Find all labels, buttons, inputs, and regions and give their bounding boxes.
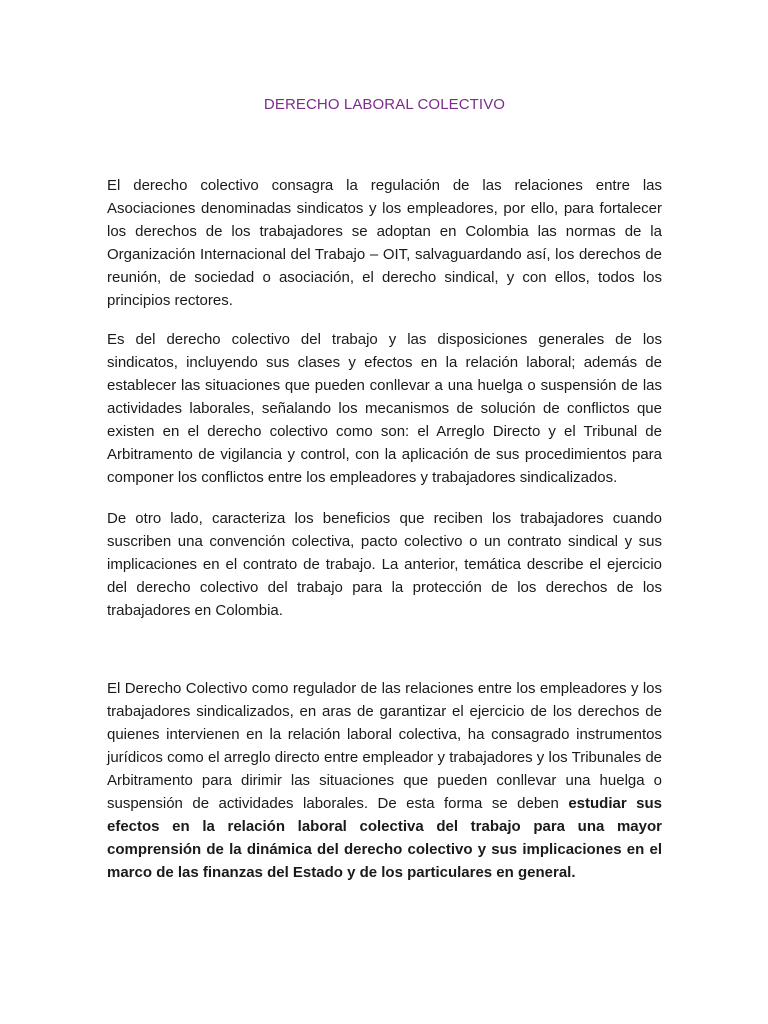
paragraph-2: Es del derecho colectivo del trabajo y las disposiciones generales de los sindicatos, incluyendo sus clases y efectos en la relación laboral; además de establecer las situaciones que pueden conllevar a una huelga o suspensión de las actividades laborales, señalando los mecanismos de solución de conflictos que existen en el derecho colectivo como son: el Arreglo Directo y el Tribunal de Arbitramento de vigilancia y control, con la aplicación de sus procedimientos para componer los conflictos entre los empleadores y trabajadores sindicalizados. (107, 331, 662, 486)
paragraph-4 (107, 677, 662, 884)
paragraph-3: De otro lado, caracteriza los beneficios que reciben los trabajadores cuando suscriben una convención colectiva, pacto colectivo o un contrato sindical y sus implicaciones en el contrato de trabajo. La anterior, temática describe el ejercicio del derecho colectivo del trabajo para la protección de los derechos de los trabajadores en Colombia. (107, 510, 662, 619)
paragraph-4-regular-text: El Derecho Colectivo como regulador de las relaciones entre los empleadores y los trabajadores sindicalizados, en aras de garantizar el ejercicio de los derechos de quienes intervienen en la relación laboral colectiva, ha consagrado instrumentos jurídicos como el arreglo directo entre empleador y trabajadores y los Tribunales de Arbitramento para dirimir las situaciones que pueden conllevar una huelga o suspensión de actividades laborales. De esta forma se deben (107, 680, 662, 812)
paragraph-1: El derecho colectivo consagra la regulación de las relaciones entre las Asociaciones denominadas sindicatos y los empleadores, por ello, para fortalecer los derechos de los trabajadores se adoptan en Colombia las normas de la Organización Internacional del Trabajo – OIT, salvaguardando así, los derechos de reunión, de sociedad o asociación, el derecho sindical, y con ellos, todos los principios rectores. (107, 177, 662, 309)
document-title: DERECHO LABORAL COLECTIVO (263, 96, 506, 113)
paragraph-4-bold-text: estudiar sus efectos en la relación laboral colectiva del trabajo para una mayor comprensión de la dinámica del derecho colectivo y sus implicaciones en el marco de las finanzas del Estado y de los particulares en general. (107, 795, 662, 881)
